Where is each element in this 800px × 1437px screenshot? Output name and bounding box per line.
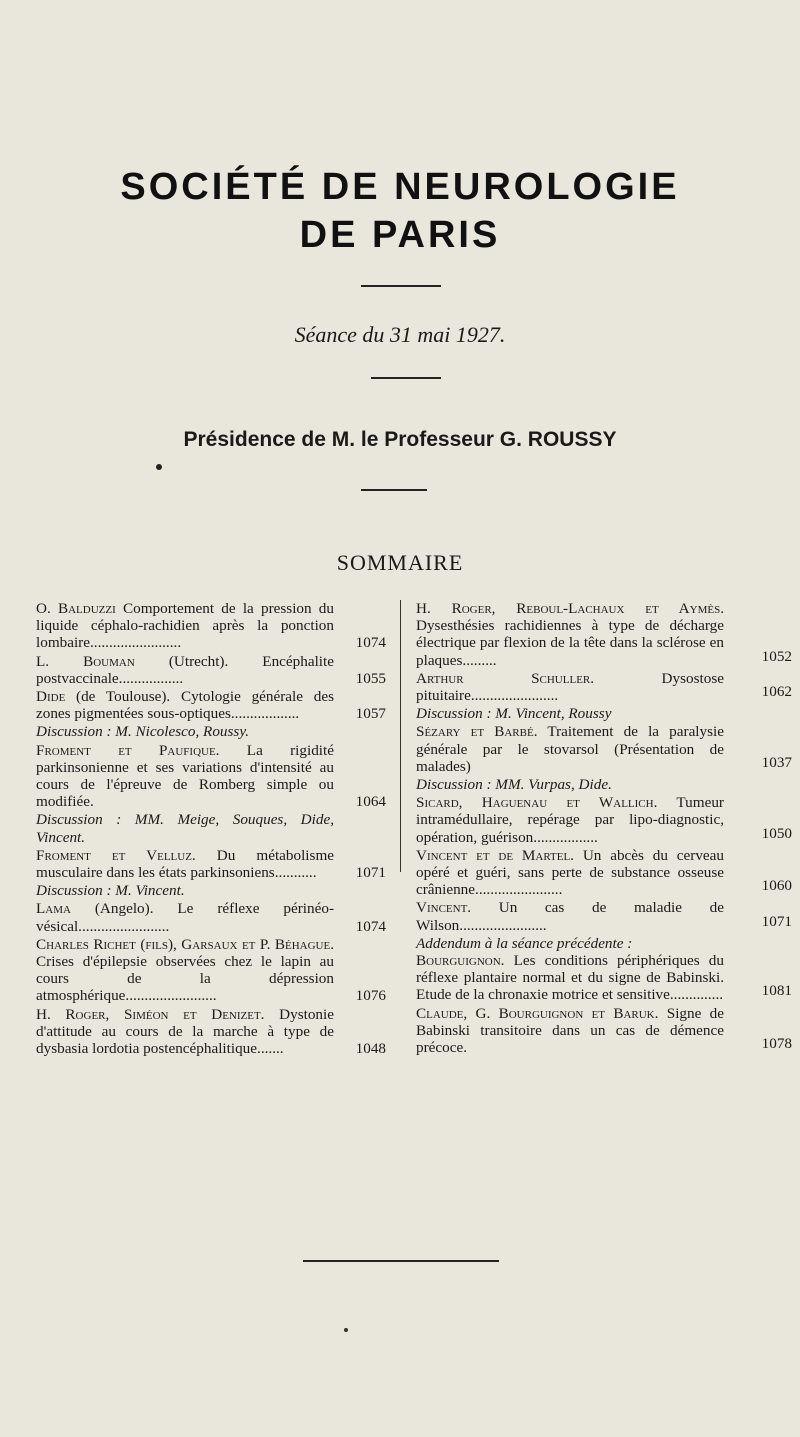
- page-title-line1: SOCIÉTÉ DE NEUROLOGIE: [120, 166, 680, 208]
- ink-dot: [156, 464, 162, 470]
- toc-text: Comportement de la pression du liquide céphalo-rachidien après la ponction lombaire: [36, 600, 334, 652]
- toc-author: Claude, G. Bourguignon et Baruk.: [416, 1004, 659, 1022]
- toc-author: Froment et Velluz.: [36, 846, 196, 864]
- presidence-heading: Présidence de M. le Professeur G. ROUSSY: [183, 428, 617, 451]
- toc-author: Bourguignon.: [416, 952, 505, 970]
- toc-author: Vincent et de Martel.: [416, 846, 574, 864]
- toc-text: Un abcès du cerveau opéré et guéri, sans perte de substance osseuse crânienne: [416, 846, 724, 899]
- toc-author: Sézary et Barbé.: [416, 723, 538, 741]
- divider-rule: [371, 377, 441, 379]
- toc-entry: Bourguignon. Les conditions périphériques du réflexe plantaire normal et du signe de Babinski. Etude de la chronaxie motrice et sensitive.............. 1081: [416, 952, 792, 1004]
- toc-page-number: 1055: [355, 669, 386, 687]
- toc-text: Crises d'épilepsie observées chez le lapin au cours de la dépression atmosphérique: [36, 953, 334, 1005]
- toc-page-number: 1048: [355, 1040, 386, 1058]
- toc-discussion: Discussion : MM. Vurpas, Dide.: [416, 776, 612, 794]
- sommaire-left-column: [36, 600, 386, 1058]
- toc-author: Dide: [36, 688, 66, 706]
- ink-dot: [344, 1328, 348, 1332]
- toc-author: H. Roger, Reboul-Lachaux et Aymès.: [416, 600, 724, 617]
- toc-page-number: 1060: [761, 877, 792, 895]
- toc-page-number: 1081: [761, 982, 792, 1000]
- toc-page-number: 1078: [761, 1035, 792, 1053]
- toc-entry: Lama (Angelo). Le réflexe périnéo-vésical........................ 1074: [36, 900, 386, 935]
- toc-entry: [416, 1004, 792, 1057]
- toc-page-number: 1062: [761, 683, 792, 701]
- toc-entry: L. Bouman (Utrecht). Encéphalite postvaccinale................. 1055: [36, 652, 386, 687]
- toc-entry: [36, 742, 386, 811]
- toc-entry: [416, 723, 792, 775]
- toc-author: Arthur Schuller.: [416, 669, 595, 687]
- toc-discussion: Discussion : M. Vincent, Roussy: [416, 705, 612, 723]
- toc-author: H. Roger, Siméon et Denizet.: [36, 1005, 265, 1023]
- toc-text: (de Toulouse). Cytologie générale des zones pigmentées sous-optiques: [36, 688, 334, 723]
- toc-author: Froment et Paufique.: [36, 741, 220, 759]
- toc-page-number: 1071: [761, 912, 792, 930]
- toc-author: Vincent.: [416, 899, 472, 917]
- toc-entry: Arthur Schuller. Dysostose pituitaire....................... 1062: [416, 669, 792, 705]
- toc-entry: Dide (de Toulouse). Cytologie générale des zones pigmentées sous-optiques.................. 1057: [36, 688, 386, 723]
- toc-author: Sicard, Haguenau et Wallich.: [416, 794, 658, 812]
- toc-text: Les conditions périphériques du réflexe plantaire normal et du signe de Babinski. Etude de la chronaxie motrice et sensitive: [416, 952, 724, 1004]
- toc-page-number: 1037: [761, 753, 792, 771]
- toc-author: Lama: [36, 900, 71, 918]
- toc-author: L. Bouman: [36, 652, 135, 670]
- toc-text: (Utrecht). Encéphalite postvaccinale: [36, 652, 334, 687]
- toc-text: Dysesthésies rachidiennes à type de décharge électrique par flexion de la tête dans la sclérose en plaques: [416, 617, 724, 669]
- toc-entry: H. Roger, Siméon et Denizet. Dystonie d'attitude au cours de la marche à type de dysbasia lordotia postencéphalitique....... 1048: [36, 1005, 386, 1058]
- toc-page-number: 1076: [355, 987, 386, 1005]
- toc-page-number: 1057: [355, 705, 386, 723]
- toc-entry: Charles Richet (fils), Garsaux et P. Béhague. Crises d'épilepsie observées chez le lapin au cours de la dépression atmosphérique........................ 1076: [36, 935, 386, 1005]
- toc-discussion: Discussion : M. Nicolesco, Roussy.: [36, 723, 250, 741]
- toc-text: Signe de Babinski transitoire dans un cas de démence précoce.: [416, 1004, 724, 1057]
- toc-text: (Angelo). Le réflexe périnéo-vésical: [36, 900, 334, 935]
- toc-entry: Vincent et de Martel. Un abcès du cerveau opéré et guéri, sans perte de substance osseuse crânienne....................... 1060: [416, 846, 792, 899]
- toc-entry: Froment et Velluz. Du métabolisme musculaire dans les états parkinsoniens........... 1071: [36, 846, 386, 882]
- toc-text: Traitement de la paralysie générale par le stovarsol (Présentation de malades): [416, 723, 724, 775]
- toc-text: Dysostose pituitaire: [416, 669, 724, 705]
- addendum-heading: Addendum à la séance précédente :: [416, 934, 633, 952]
- toc-entry: Vincent. Un cas de maladie de Wilson....................... 1071: [416, 899, 792, 934]
- toc-page-number: 1052: [761, 647, 792, 665]
- closing-rule: [303, 1260, 499, 1262]
- toc-author: O. Balduzzi: [36, 600, 116, 617]
- page-title-line2: DE PARIS: [299, 214, 501, 256]
- toc-text: Tumeur intramédullaire, repérage par lipo-diagnostic, opération, guérison: [416, 794, 724, 846]
- toc-page-number: 1071: [355, 864, 386, 882]
- toc-discussion: Discussion : MM. Meige, Souques, Dide, Vincent.: [36, 811, 334, 846]
- toc-page-number: 1074: [355, 634, 386, 652]
- toc-text: Dystonie d'attitude au cours de la marche à type de dysbasia lordotia postencéphalitique: [36, 1005, 334, 1058]
- seance-date: Séance du 31 mai 1927.: [294, 322, 506, 347]
- toc-text: La rigidité parkinsonienne et ses variations d'intensité au cours de l'épreuve de Romberg simple ou modifiée.: [36, 741, 334, 811]
- divider-rule: [361, 285, 441, 287]
- sommaire-heading: SOMMAIRE: [336, 550, 464, 575]
- toc-author: Charles Richet (fils), Garsaux et P. Béhague.: [36, 935, 334, 953]
- divider-rule: [361, 489, 427, 491]
- toc-page-number: 1064: [355, 793, 386, 811]
- toc-entry: Sicard, Haguenau et Wallich. Tumeur intramédullaire, repérage par lipo-diagnostic, opération, guérison................. 1050: [416, 794, 792, 846]
- toc-entry: O. Balduzzi Comportement de la pression du liquide céphalo-rachidien après la ponction lombaire........................ 1074: [36, 600, 386, 652]
- column-divider: [400, 600, 401, 872]
- toc-discussion: Discussion : M. Vincent.: [36, 882, 185, 900]
- sommaire-right-column: [416, 600, 792, 1057]
- toc-text: Un cas de maladie de Wilson: [416, 899, 724, 934]
- toc-entry: H. Roger, Reboul-Lachaux et Aymès. Dysesthésies rachidiennes à type de décharge électrique par flexion de la tête dans la sclérose en plaques......... 1052: [416, 600, 792, 669]
- toc-text: Du métabolisme musculaire dans les états parkinsoniens: [36, 846, 334, 882]
- toc-page-number: 1050: [761, 824, 792, 842]
- toc-page-number: 1074: [355, 917, 386, 935]
